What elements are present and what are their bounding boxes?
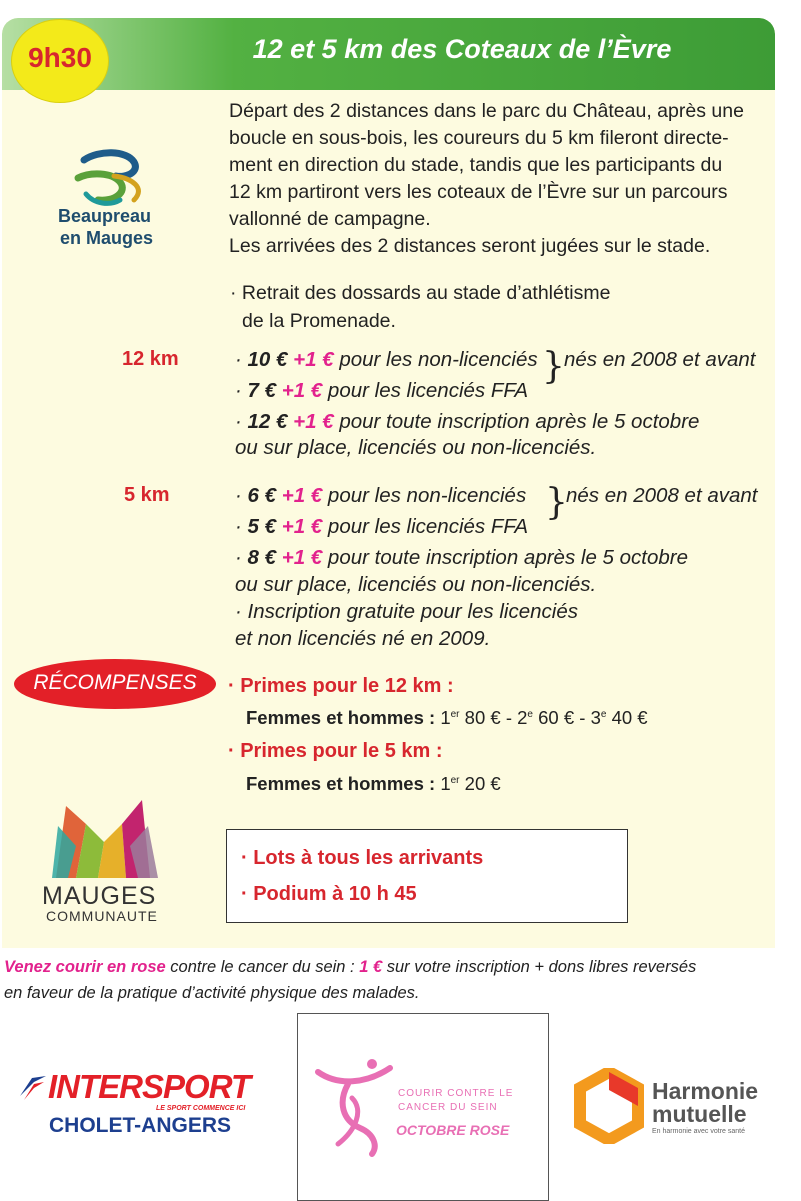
rank: 1 [440, 707, 451, 728]
price-extra: +1 € [281, 484, 323, 507]
pink-run-highlight: Venez courir en rose [4, 958, 166, 976]
arrivals-box [226, 829, 628, 923]
brace-icon: } [545, 482, 568, 523]
octobre-rose-text-2: CANCER DU SEIN [398, 1102, 498, 1113]
price-extra: +1 € [281, 515, 323, 538]
rank-sup: er [450, 774, 460, 786]
octobre-rose-text-1: COURIR CONTRE LE [398, 1088, 514, 1099]
box-line-2-text: Podium à 10 h 45 [253, 883, 417, 905]
pink-run-price: 1 € [359, 958, 383, 976]
event-panel [2, 18, 775, 948]
harmonie-mutuelle-logo [574, 1068, 794, 1148]
beaupreau-logo [54, 148, 174, 258]
price-text: pour les licenciés FFA [327, 515, 529, 538]
price-value: 8 € [247, 546, 277, 569]
prime-who: Femmes et hommes : [246, 773, 436, 794]
start-time: 9h30 [28, 42, 92, 73]
description-line: boucle en sous-bois, les coureurs du 5 km fileront directe- [229, 127, 729, 149]
description-line: vallonné de campagne. [229, 208, 431, 230]
price-row: · 10 € +1 € pour les non-licenciés [235, 348, 538, 371]
price-value: 5 € [247, 515, 277, 538]
prime-5km-title-text: Primes pour le 5 km : [240, 740, 443, 762]
octobre-rose-logo [297, 1013, 549, 1201]
price-row: · 7 € +1 € pour les licenciés FFA [235, 379, 529, 402]
beaupreau-logo-text-2: en Mauges [60, 228, 154, 248]
price-value: 12 € [247, 410, 288, 433]
prime-12km-detail [246, 707, 648, 729]
pink-run-text: sur votre inscription + dons libres reversés [382, 958, 697, 976]
pink-run-line-1 [4, 958, 696, 977]
prime-5km-detail [246, 773, 501, 795]
octobre-rose-text-3: OCTOBRE ROSE [396, 1122, 510, 1138]
harmonie-tagline: En harmonie avec votre santé [652, 1128, 745, 1135]
intersport-city: CHOLET-ANGERS [49, 1114, 232, 1137]
mauges-logo-text-2: COMMUNAUTE [46, 908, 158, 924]
price-text-line2: ou sur place, licenciés ou non-licenciés. [235, 573, 597, 596]
price-row: · 8 € +1 € pour toute inscription après le 5 octobre [235, 546, 689, 569]
rank: 1 [440, 773, 451, 794]
price-extra: +1 € [281, 379, 323, 402]
harmonie-text-1: Harmonie [652, 1078, 759, 1104]
label-5km: 5 km [124, 484, 170, 506]
box-line-2: · Podium à 10 h 45 [241, 883, 417, 905]
price-value: 10 € [247, 348, 288, 371]
mauges-logo [38, 796, 178, 926]
rank-value: 40 € [606, 707, 648, 728]
page-title: 12 et 5 km des Coteaux de l’Èvre [252, 34, 672, 64]
price-row: · 12 € +1 € pour toute inscription après le 5 octobre [235, 410, 700, 433]
rank-value: 20 € [459, 773, 501, 794]
price-text: pour toute inscription après le 5 octobre [327, 546, 689, 569]
time-badge [12, 20, 108, 102]
price-text-line2: ou sur place, licenciés ou non-licenciés. [235, 436, 597, 459]
retrait-line-1: · Retrait des dossards au stade d’athlétisme [230, 282, 611, 304]
description-line: ment en direction du stade, tandis que les participants du [229, 154, 723, 176]
harmonie-hexagon-icon [574, 1068, 644, 1144]
running-woman-ribbon-icon [308, 1058, 398, 1158]
course-description [229, 98, 769, 260]
born-note: nés en 2008 et avant [564, 348, 756, 371]
rewards-label: RÉCOMPENSES [33, 671, 197, 694]
description-line: Les arrivées des 2 distances seront jugées sur le stade. [229, 235, 711, 257]
pink-run-text: contre le cancer du sein : [165, 958, 360, 976]
price-text: pour les non-licenciés [339, 348, 538, 371]
header-bar [2, 18, 775, 90]
rewards-badge [14, 659, 216, 709]
beaupreau-swirl-icon [54, 148, 174, 210]
price-row: · 6 € +1 € pour les non-licenciés [235, 484, 527, 507]
mauges-m-icon [38, 796, 178, 882]
brace-icon: } [542, 346, 565, 387]
prime-who: Femmes et hommes : [246, 707, 436, 728]
harmonie-text-2: mutuelle [652, 1101, 747, 1127]
rank-value: 60 € - 3 [532, 707, 601, 728]
price-text: pour les licenciés FFA [327, 379, 529, 402]
description-line: Départ des 2 distances dans le parc du Château, après une [229, 100, 744, 122]
intersport-swoosh-icon [18, 1074, 48, 1102]
intersport-brand: INTERSPORT [48, 1068, 251, 1105]
box-line-1: · Lots à tous les arrivants [241, 847, 484, 869]
price-extra: +1 € [281, 546, 323, 569]
box-line-1-text: Lots à tous les arrivants [253, 847, 484, 869]
rank-sup: er [450, 708, 460, 720]
price-row: · 5 € +1 € pour les licenciés FFA [235, 515, 529, 538]
label-12km: 12 km [122, 348, 179, 370]
prime-12km-title: · Primes pour le 12 km : [228, 675, 454, 697]
price-text: pour toute inscription après le 5 octobre [339, 410, 700, 433]
price-value: 6 € [247, 484, 277, 507]
pink-run-line-2: en faveur de la pratique d’activité physique des malades. [4, 984, 420, 1002]
rank-value: 80 € - 2 [459, 707, 528, 728]
price-extra: +1 € [293, 348, 334, 371]
free-entry-line-2: et non licenciés né en 2009. [235, 627, 491, 650]
intersport-tagline: LE SPORT COMMENCE ICI [156, 1105, 246, 1112]
intersport-logo [16, 1068, 276, 1148]
price-text: pour les non-licenciés [327, 484, 527, 507]
mauges-logo-text-1: MAUGES [42, 882, 157, 910]
price-value: 7 € [247, 379, 277, 402]
beaupreau-logo-text-1: Beaupreau [58, 206, 152, 226]
description-line: 12 km partiront vers les coteaux de l’Èvre sur un parcours [229, 181, 728, 203]
rank-sup: e [600, 708, 607, 720]
prime-5km-title: · Primes pour le 5 km : [228, 740, 443, 762]
free-entry-line-1: · Inscription gratuite pour les licenciés [235, 600, 578, 623]
retrait-line-2: de la Promenade. [242, 310, 396, 332]
rank-sup: e [527, 708, 533, 720]
price-extra: +1 € [293, 410, 334, 433]
born-note: nés en 2008 et avant [566, 484, 758, 507]
prime-12km-title-text: Primes pour le 12 km : [240, 675, 454, 697]
